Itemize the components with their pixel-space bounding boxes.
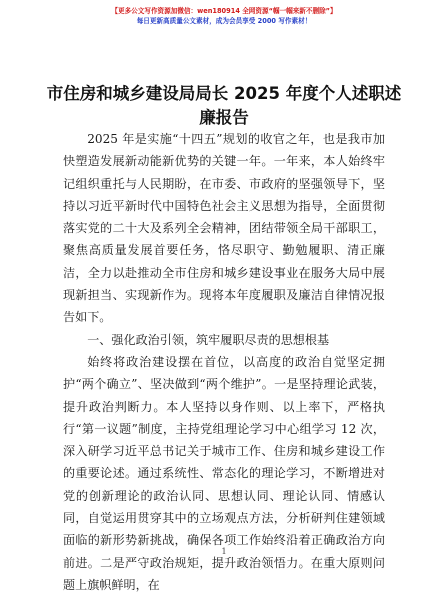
header-banner — [0, 6, 448, 26]
document-body — [63, 128, 385, 596]
banner-line-2: 每日更新高质量公文素材，成为会员享受 2000 写作素材！ — [136, 17, 312, 25]
page-number: 1 — [221, 547, 227, 556]
document-title: 市住房和城乡建设局局长 2025 年度个人述职述廉报告 — [46, 84, 402, 127]
body-paragraph-intro: 2025 年是实施“十四五”规划的收官之年，也是我市加快塑造发展新动能新优势的关键一年。一年来，本人始终牢记组织重托与人民期盼，在市委、市政府的坚强领导下，坚持以习近平新时代中国特色社会主义思想为指导，全面贯彻落实党的二十大及系列全会精神，团结带领全局干部职工，聚焦高质量发展首要任务，恪尽职守、勤勉履职、清正廉洁，全力以赴推动全市住房和城乡建设事业在服务大局中展现新担当、实现新作为。现将本年度履职及廉洁自律情况报告如下。 — [63, 132, 385, 325]
banner-line-1: 【更多公文写作资源加微信：wen180914 全网资源“帼一帼来新不删除”】 — [111, 7, 337, 15]
body-paragraph: 始终将政治建设摆在首位，以高度的政治自觉坚定拥护“两个确立”、坚决做到“两个维护”。一是坚持理论武装，提升政治判断力。本人坚持以身作则、以上率下，严格执行“第一议题”制度，主持党组理论学习中心组学习 12 次，深入研学习近平总书记关于城市工作、住房和城乡建设工作的重要论述。通过系统性、常态化的理论学习，不断增进对党的创新理论的政治认同、思想认同、理论认同、情感认同，自觉运用贯穿其中的立场观点方法，分析研判住建领域面临的新形势新挑战，确保各项工作始终沿着正确政治方向前进。二是严守政治规矩，提升政治领悟力。在重大原则问题上旗帜鲜明，在 — [63, 354, 385, 592]
section-heading: 一、强化政治引领，筑牢履职尽责的思想根基 — [87, 332, 330, 347]
